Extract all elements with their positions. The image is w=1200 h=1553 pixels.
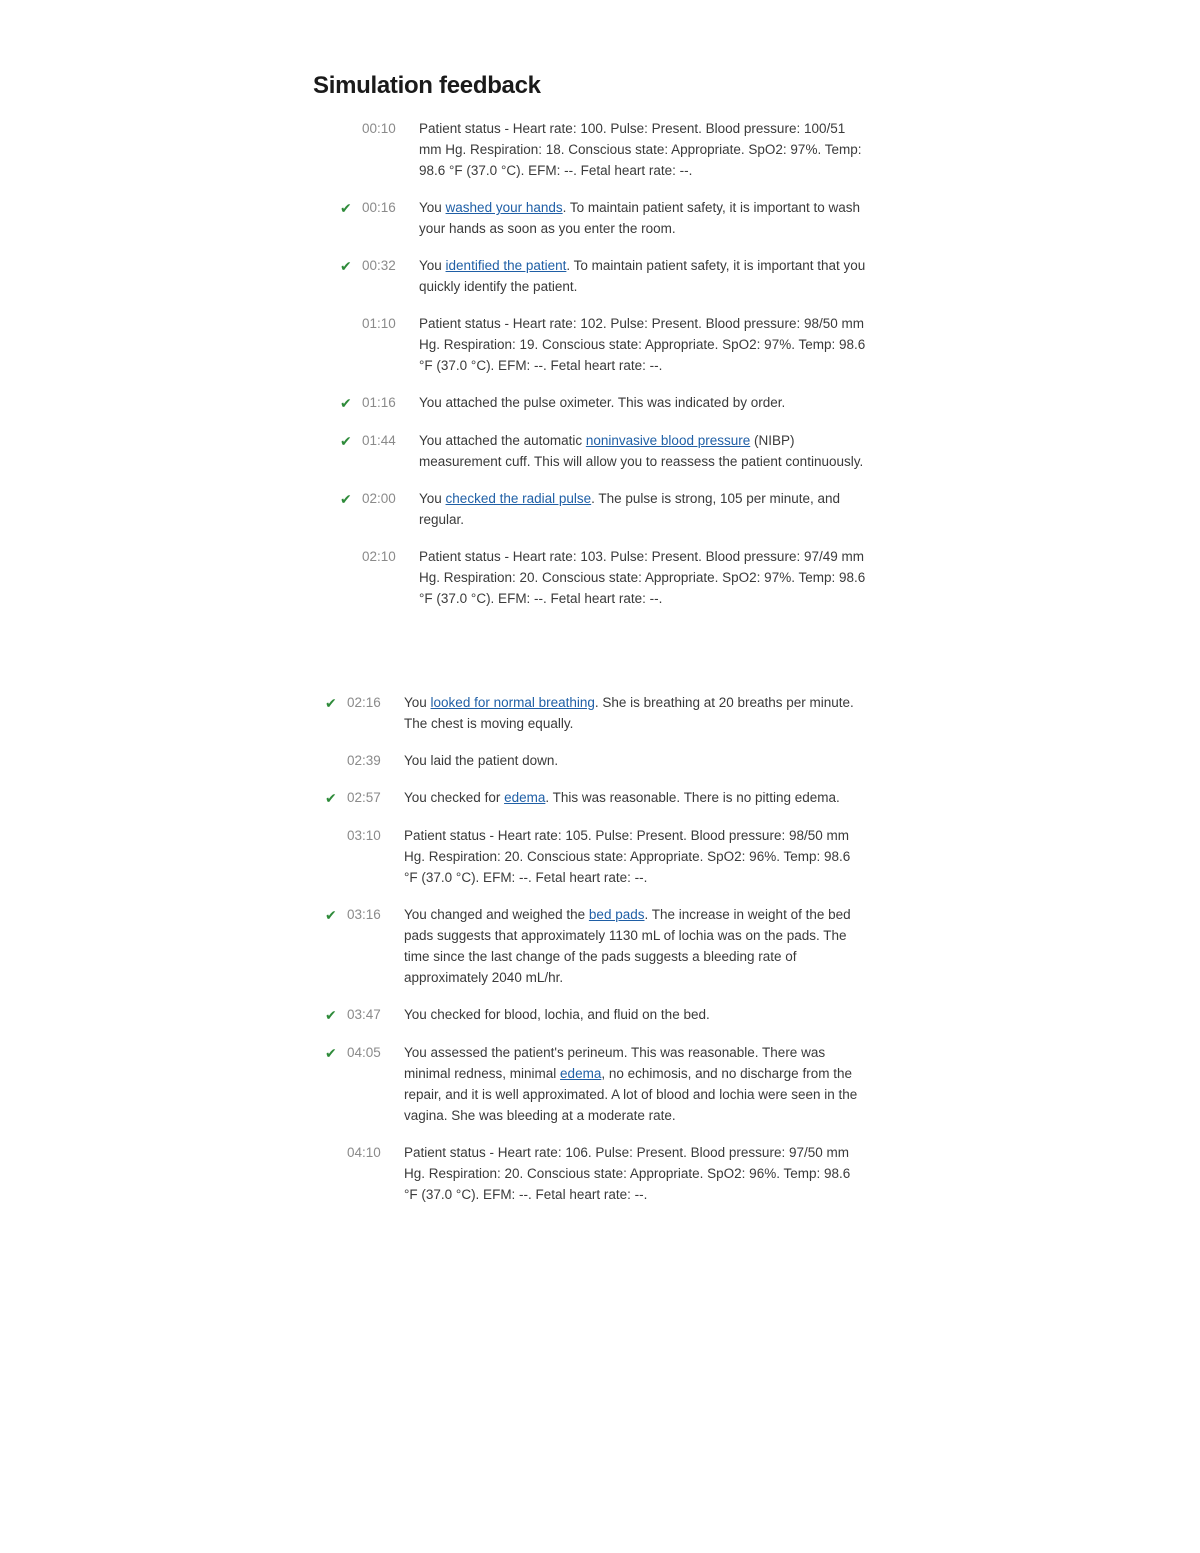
entry-text: [419, 255, 871, 297]
entry-text: [419, 197, 871, 239]
checkmark-icon: ✔: [325, 695, 337, 711]
entry-text-segment: Patient status - Heart rate: 100. Pulse: Present. Blood pressure: 100/51 mm Hg. Respiration: 18. Conscious state: Appropriate. SpO2: 97%. Temp: 98.6 °F (37.0 °C). EFM: --. Fetal heart rate: --.: [419, 121, 862, 178]
checkmark-placeholder: [340, 118, 362, 119]
feedback-entry: [340, 488, 900, 530]
checkmark-icon: ✔: [340, 200, 352, 216]
entry-timestamp: 03:10: [347, 828, 381, 843]
entry-text-segment: You: [419, 258, 446, 273]
feedback-entry: [340, 430, 900, 472]
checkmark-icon: ✔: [325, 790, 337, 806]
entry-text: [419, 118, 871, 181]
checkmark-icon: ✔: [340, 395, 352, 411]
entry-text-segment: . This was reasonable. There is no pitting edema.: [545, 790, 840, 805]
entry-link[interactable]: bed pads: [588, 907, 645, 922]
feedback-entry: [340, 392, 900, 414]
entry-text-segment: You: [419, 491, 446, 506]
entry-text: [404, 1004, 862, 1025]
entry-text: [404, 1142, 862, 1205]
entry-text-segment: You: [404, 695, 431, 710]
entry-link[interactable]: edema: [504, 790, 546, 805]
entry-text-segment: . To maintain patient safety, it is important that you quickly identify the patient.: [419, 258, 866, 294]
entry-text: [404, 787, 862, 808]
entry-timestamp: 01:10: [362, 316, 396, 331]
entry-timestamp: 02:39: [347, 753, 381, 768]
entry-link[interactable]: identified the patient: [445, 258, 567, 273]
entry-timestamp: 00:32: [362, 258, 396, 273]
feedback-entry: [325, 1004, 885, 1026]
entry-text-segment: Patient status - Heart rate: 102. Pulse: Present. Blood pressure: 98/50 mm Hg. Respiration: 19. Conscious state: Appropriate. SpO2: 97%. Temp: 98.6 °F (37.0 °C). EFM: --. Fetal heart rate: --.: [419, 316, 866, 373]
checkmark-icon: ✔: [325, 1007, 337, 1023]
entry-timestamp: 04:10: [347, 1145, 381, 1160]
entry-text: [404, 1042, 862, 1126]
entry-text-segment: Patient status - Heart rate: 106. Pulse: Present. Blood pressure: 97/50 mm Hg. Respiration: 20. Conscious state: Appropriate. SpO2: 96%. Temp: 98.6 °F (37.0 °C). EFM: --. Fetal heart rate: --.: [404, 1145, 851, 1202]
feedback-entry: [325, 825, 885, 888]
entry-text-segment: You changed and weighed the: [404, 907, 589, 922]
entry-timestamp: 03:16: [347, 907, 381, 922]
entry-text: [404, 904, 862, 988]
entry-text-segment: Patient status - Heart rate: 105. Pulse: Present. Blood pressure: 98/50 mm Hg. Respiration: 20. Conscious state: Appropriate. SpO2: 96%. Temp: 98.6 °F (37.0 °C). EFM: --. Fetal heart rate: --.: [404, 828, 851, 885]
entry-timestamp: 02:57: [347, 790, 381, 805]
entry-text-segment: . The pulse is strong, 105 per minute, and regular.: [419, 491, 841, 527]
checkmark-placeholder: [340, 546, 362, 547]
feedback-entry: [340, 197, 900, 239]
entry-text: [419, 430, 871, 472]
entry-text-segment: You laid the patient down.: [404, 753, 559, 768]
entry-timestamp: 01:16: [362, 395, 396, 410]
entry-timestamp: 02:10: [362, 549, 396, 564]
checkmark-placeholder: [325, 1142, 347, 1143]
entry-text-segment: . To maintain patient safety, it is important to wash your hands as soon as you enter the room.: [419, 200, 861, 236]
entry-text-segment: Patient status - Heart rate: 103. Pulse: Present. Blood pressure: 97/49 mm Hg. Respiration: 20. Conscious state: Appropriate. SpO2: 97%. Temp: 98.6 °F (37.0 °C). EFM: --. Fetal heart rate: --.: [419, 549, 866, 606]
feedback-list-part-2: [325, 692, 885, 1229]
feedback-entry: [340, 255, 900, 297]
checkmark-icon: ✔: [325, 1045, 337, 1061]
entry-text-segment: You assessed the patient's perineum. This was reasonable. There was minimal redness, minimal: [404, 1045, 826, 1081]
feedback-entry: [325, 904, 885, 988]
feedback-entry: [340, 313, 900, 376]
entry-text: [419, 488, 871, 530]
entry-text: [404, 692, 862, 734]
checkmark-icon: ✔: [340, 433, 352, 449]
feedback-entry: [340, 546, 900, 609]
feedback-entry: [325, 1142, 885, 1205]
feedback-entry: [325, 1042, 885, 1126]
entry-timestamp: 00:16: [362, 200, 396, 215]
entry-link[interactable]: checked the radial pulse: [445, 491, 592, 506]
entry-timestamp: 03:47: [347, 1007, 381, 1022]
entry-text: [419, 546, 871, 609]
feedback-entry: [340, 118, 900, 181]
entry-timestamp: 04:05: [347, 1045, 381, 1060]
entry-text: [419, 313, 871, 376]
checkmark-icon: ✔: [325, 907, 337, 923]
entry-link[interactable]: noninvasive blood pressure: [585, 433, 751, 448]
feedback-list-part-1: [340, 118, 900, 625]
entry-timestamp: 01:44: [362, 433, 396, 448]
entry-timestamp: 00:10: [362, 121, 396, 136]
entry-text-segment: , no echimosis, and no discharge from the repair, and it is well approximated. A lot of blood and lochia were seen in the vagina. She was bleeding at a moderate rate.: [404, 1066, 858, 1123]
entry-text-segment: You attached the automatic: [419, 433, 586, 448]
entry-text-segment: You checked for: [404, 790, 505, 805]
entry-link[interactable]: edema: [560, 1066, 602, 1081]
entry-text-segment: You checked for blood, lochia, and fluid on the bed.: [404, 1007, 710, 1022]
entry-text-segment: You attached the pulse oximeter. This was indicated by order.: [419, 395, 786, 410]
entry-timestamp: 02:16: [347, 695, 381, 710]
entry-text: [419, 392, 871, 413]
checkmark-icon: ✔: [340, 258, 352, 274]
entry-text-segment: . She is breathing at 20 breaths per minute. The chest is moving equally.: [404, 695, 854, 731]
entry-text: [404, 750, 862, 771]
checkmark-placeholder: [325, 825, 347, 826]
entry-timestamp: 02:00: [362, 491, 396, 506]
checkmark-icon: ✔: [340, 491, 352, 507]
entry-link[interactable]: washed your hands: [445, 200, 563, 215]
feedback-entry: [325, 750, 885, 771]
checkmark-placeholder: [340, 313, 362, 314]
entry-text-segment: . The increase in weight of the bed pads suggests that approximately 1130 mL of lochia was on the pads. The time since the last change of the pads suggests a bleeding rate of approximately 2040 mL/hr.: [404, 907, 851, 985]
feedback-entry: [325, 787, 885, 809]
checkmark-placeholder: [325, 750, 347, 751]
page-title: Simulation feedback: [313, 72, 541, 99]
feedback-entry: [325, 692, 885, 734]
entry-text: [404, 825, 862, 888]
entry-link[interactable]: looked for normal breathing: [430, 695, 595, 710]
entry-text-segment: (NIBP) measurement cuff. This will allow you to reassess the patient continuously.: [419, 433, 864, 469]
entry-text-segment: You: [419, 200, 446, 215]
